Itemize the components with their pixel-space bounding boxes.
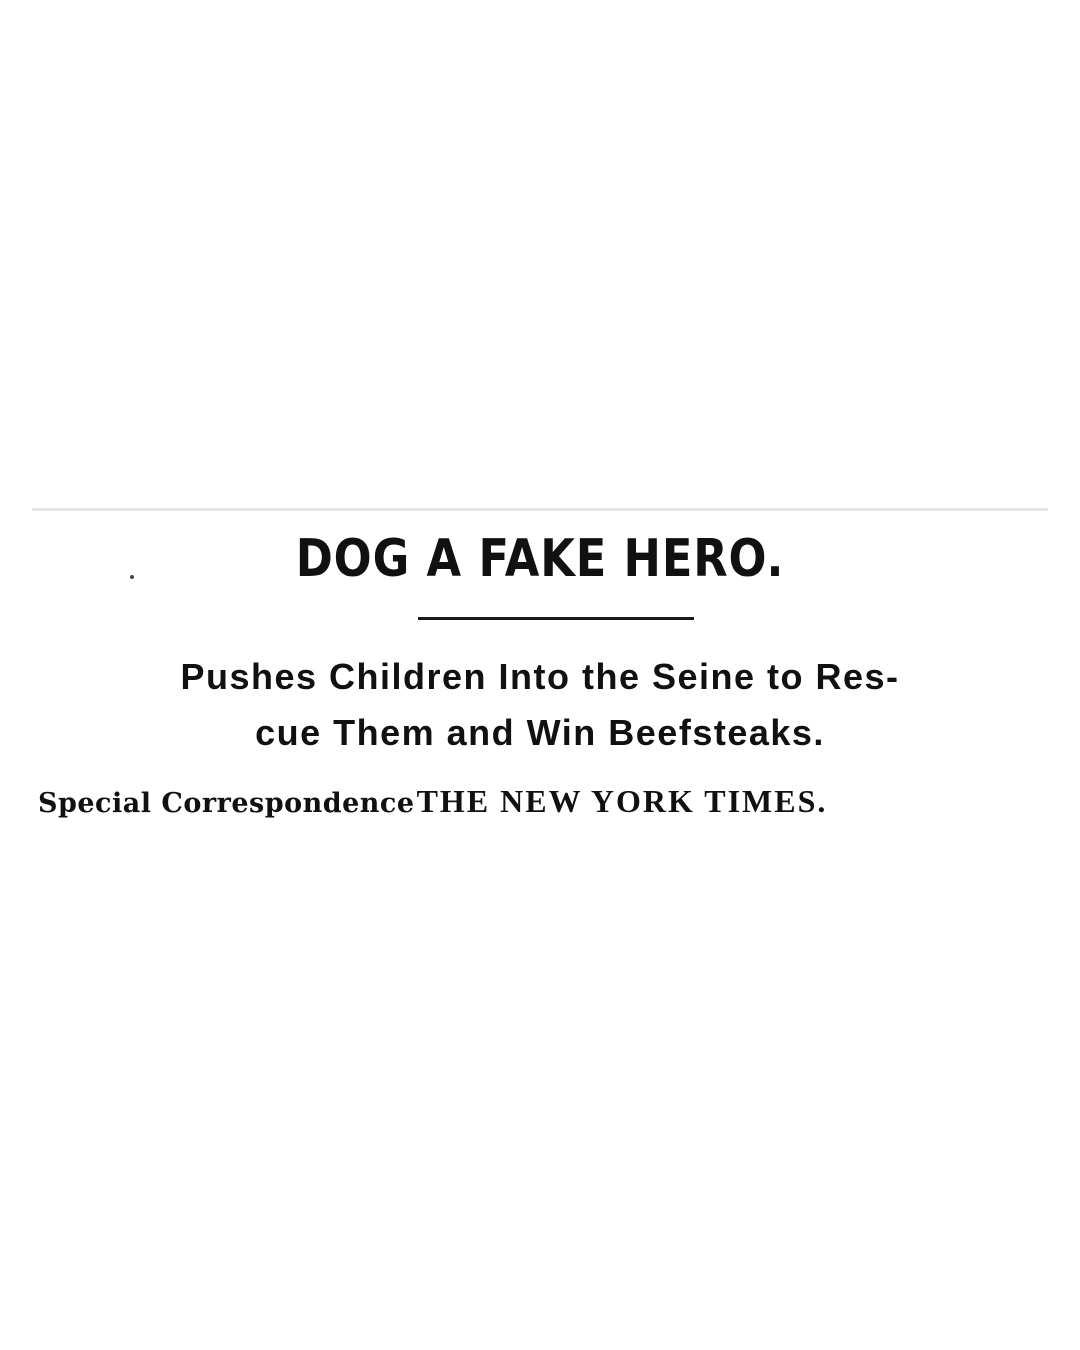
headline-rule (418, 617, 694, 620)
headline: DOG A FAKE HERO. (295, 529, 785, 589)
publication-name: THE NEW YORK TIMES. (416, 783, 828, 819)
byline (38, 783, 1048, 820)
subheadline-line-2: cue Them and Win Beefsteaks. (255, 712, 825, 753)
newspaper-clipping (32, 508, 1048, 830)
subheadline (32, 649, 1048, 761)
byline-prefix: Special Correspondence (38, 788, 415, 819)
subheadline-line-1: Pushes Children Into the Seine to Res- (180, 656, 900, 697)
